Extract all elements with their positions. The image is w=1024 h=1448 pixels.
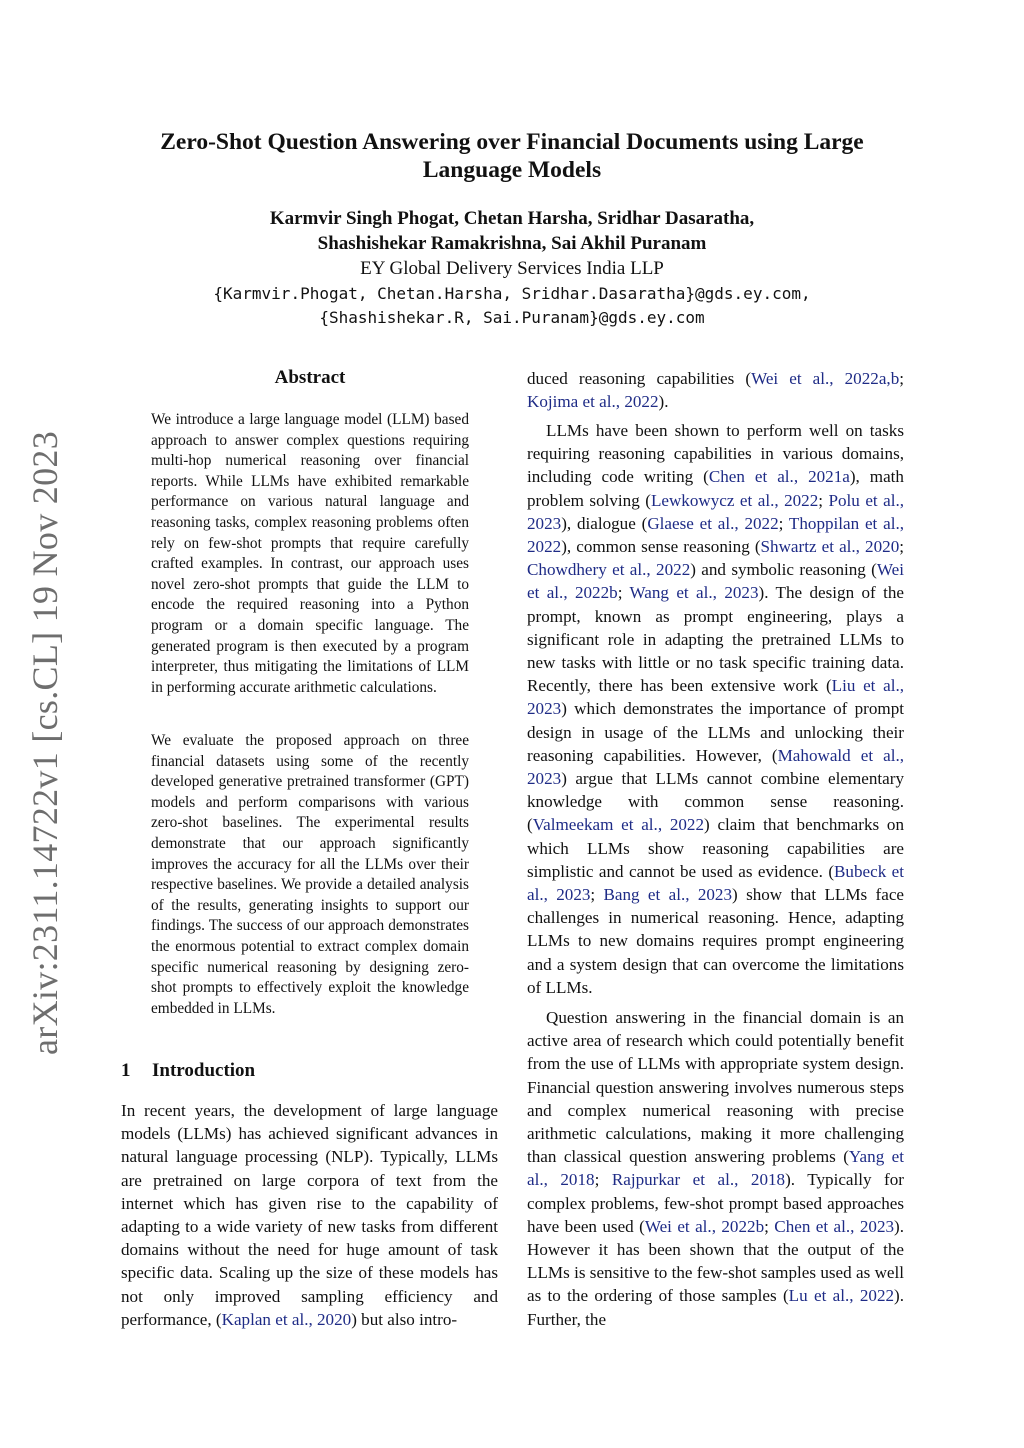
text-run: ). [658, 392, 669, 412]
citation-link[interactable]: Wei et al., 2022b [644, 1216, 765, 1236]
author-list [120, 206, 904, 256]
abstract-paragraph-2: We evaluate the proposed approach on three financial datasets using some of the recently developed generative pretrained transformer (GPT) models and perform comparisons with various zero-shot baselines. The experimental results demonstrate that our approach significantly improves the accuracy for all the LLMs over their respective baselines. We provide a detailed analysis of the results, generating insights to support our findings. The success of our approach demonstrates the enormous potential to extract complex domain specific numerical reasoning by designing zero-shot prompts to effectively exploit the knowledge embedded in LLMs. [151, 732, 469, 1017]
citation-link[interactable]: Lu et al., 2022 [788, 1286, 895, 1306]
emails-line-2: {Shashishekar.R, Sai.Puranam}@gds.ey.com [319, 308, 705, 327]
text-run: ), common sense reasoning ( [561, 537, 761, 557]
arxiv-identifier-stamp[interactable]: arXiv:2311.14722v1 [cs.CL] 19 Nov 2023 [25, 431, 65, 1055]
citation-link[interactable]: Mahowald et al., 2023 [527, 745, 905, 789]
text-run: ; [594, 1170, 612, 1190]
text-run: ). Typically for complex problems, few-shot prompt based approaches have been used ( [527, 1170, 904, 1236]
abstract-heading: Abstract [274, 367, 346, 388]
authors-line-2: Shashishekar Ramakrishna, Sai Akhil Puranam [317, 233, 707, 254]
intro-paragraph-3 [527, 1006, 904, 1331]
paper-title: Zero-Shot Question Answering over Financial Documents using Large Language Models [160, 129, 864, 183]
citation-link[interactable]: Bubeck et al., 2023 [527, 861, 904, 905]
emails-line-1: {Karmvir.Phogat, Chetan.Harsha, Sridhar.Dasaratha}@gds.ey.com, [213, 284, 811, 303]
text-run: Question answering in the financial domain is an active area of research which could potentially benefit from the use of LLMs with appropriate system design. Financial question answering involves numerous steps and complex numerical reasoning with precise arithmetic calculations, making it more challenging than classical question answering problems ( [527, 1008, 904, 1167]
citation-link[interactable]: Valmeekam et al., 2022 [532, 815, 705, 835]
text-run: LLMs have been shown to perform well on tasks requiring reasoning capabilities in various domains, including code writing ( [527, 421, 904, 487]
section-number: 1 [121, 1060, 131, 1081]
text-run: ) show that LLMs face challenges in numerical reasoning. Hence, adapting LLMs to new domains requires prompt engineering and a system design that can overcome the limitations of LLMs. [527, 885, 904, 997]
citation-link[interactable]: Chen et al., 2023 [774, 1216, 895, 1236]
citation-link[interactable]: Glaese et al., 2022 [647, 513, 779, 533]
text-run: ) but also intro- [351, 1309, 458, 1329]
citation-link[interactable]: Yang et al., 2018 [527, 1147, 904, 1190]
citation-link[interactable]: Lewkowycz et al., 2022 [650, 490, 819, 510]
citation-link[interactable]: Liu et al., 2023 [527, 676, 904, 719]
citation-link[interactable]: Thoppilan et al., 2022 [527, 513, 904, 557]
citation-link[interactable]: Rajpurkar et al., 2018 [611, 1170, 786, 1190]
text-run: ) and symbolic reasoning ( [690, 560, 877, 580]
text-run: ) which demonstrates the importance of prompt design in usage of the LLMs and unlocking their reasoning capabilities. However, ( [527, 699, 904, 765]
section-heading-introduction [121, 1059, 255, 1083]
citation-link[interactable]: Wei et al., 2022a,b [751, 369, 900, 388]
intro-paragraph-1 [121, 1099, 498, 1331]
text-run: ). However it has been shown that the output of the LLMs is sensitive to the few-shot samples used as well as to the ordering of those samples ( [527, 1216, 905, 1306]
author-emails [120, 282, 904, 330]
citation-link[interactable]: Wei et al., 2022b [527, 560, 904, 603]
citation-link[interactable]: Chowdhery et al., 2022 [527, 560, 691, 580]
text-run: ). Further, the [527, 1286, 905, 1329]
citation-link[interactable]: Chen et al., 2021a [708, 467, 850, 487]
citation-link[interactable]: Kaplan et al., 2020 [221, 1309, 352, 1329]
intro-paragraph-1-continued [527, 367, 904, 413]
text-run: ) claim that benchmarks on which LLMs show reasoning capabilities are simplistic and cannot be used as evidence. ( [527, 815, 904, 881]
text-run: ; [899, 369, 904, 388]
abstract-paragraph-1: We introduce a large language model (LLM) based approach to answer complex questions requiring multi-hop numerical reasoning over financial reports. While LLMs have exhibited remarkable performance on various natural language and reasoning tasks, complex reasoning problems often rely on few-shot prompts that require carefully crafted examples. In contrast, our approach uses novel zero-shot prompts that guide the LLM to encode the required reasoning into a Python program or a domain specific language. The generated program is then executed by a program interpreter, thus mitigating the limitations of LLM in performing accurate arithmetic calculations. [151, 411, 469, 696]
text-run: In recent years, the development of large language models (LLMs) has achieved significant advances in natural language processing (NLP). Typically, LLMs are pretrained on large corpora of text from the internet which has given rise to the capability of adapting to a wide variety of new tasks from different domains without the need for huge amount of task specific data. Scaling up the size of these models has not only improved sampling efficiency and performance, ( [121, 1101, 498, 1329]
intro-paragraph-2 [527, 419, 904, 999]
text-run: ; [590, 885, 604, 905]
citation-link[interactable]: Bang et al., 2023 [603, 885, 733, 905]
affiliation: EY Global Delivery Services India LLP [360, 258, 664, 279]
citation-link[interactable]: Shwartz et al., 2020 [760, 537, 900, 557]
citation-link[interactable]: Wang et al., 2023 [629, 583, 759, 603]
text-run: ), dialogue ( [561, 513, 648, 533]
text-run: duced reasoning capabilities ( [527, 369, 752, 388]
citation-link[interactable]: Kojima et al., 2022 [527, 392, 659, 412]
citation-link[interactable]: Polu et al., 2023 [527, 490, 904, 533]
text-run: ; [778, 513, 789, 533]
text-run: ; [899, 537, 904, 557]
text-run: ) argue that LLMs cannot combine elementary knowledge with common sense reasoning. ( [527, 769, 904, 835]
authors-line-1: Karmvir Singh Phogat, Chetan Harsha, Sridhar Dasaratha, [269, 208, 755, 229]
text-run: ; [617, 583, 630, 603]
text-run: ; [818, 490, 829, 510]
section-title: Introduction [152, 1060, 256, 1081]
text-run: ). The design of the prompt, known as prompt engineering, plays a significant role in adapting the pretrained LLMs to new tasks with little or no task specific training data. Recently, there has been extensive work ( [527, 583, 904, 696]
text-run: ; [764, 1216, 775, 1236]
text-run: ), math problem solving ( [527, 467, 904, 510]
